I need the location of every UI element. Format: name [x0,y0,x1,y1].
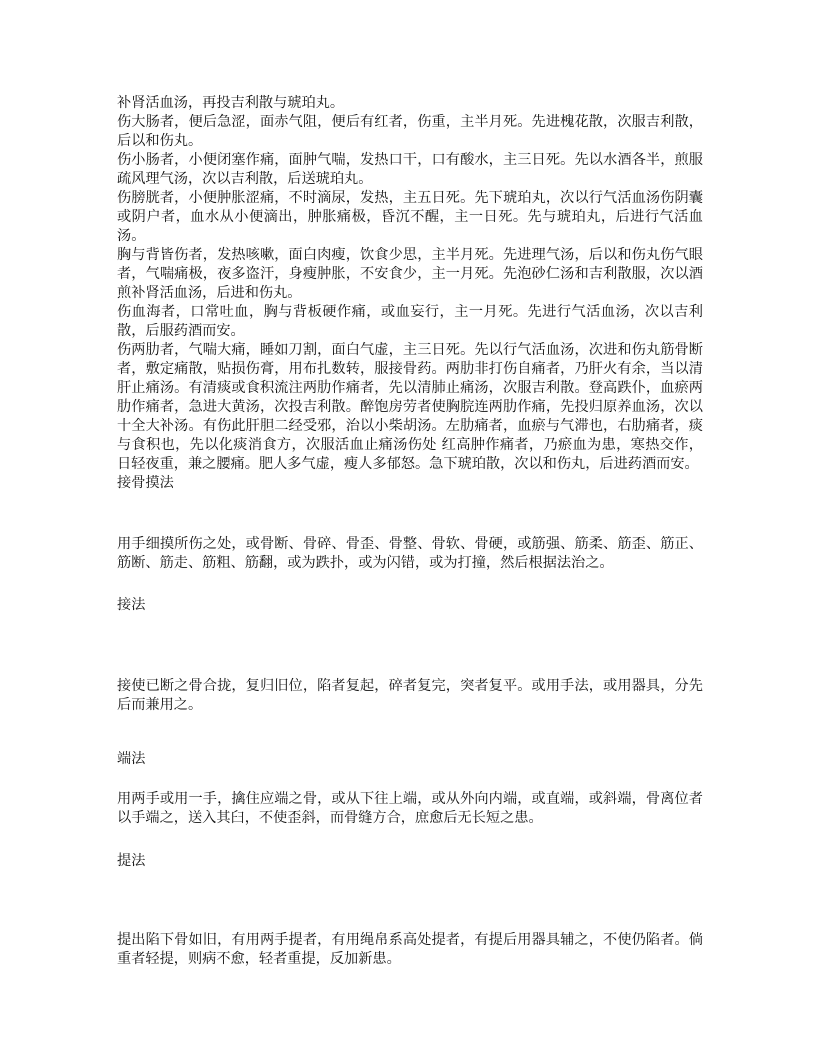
heading-bone-palpation: 接骨摸法 [117,475,174,491]
section-heading [117,596,703,615]
heading-holding: 端法 [117,751,146,767]
paragraph: 补肾活血汤，再投吉利散与琥珀丸。 [117,95,345,111]
intro-text-block [117,94,703,474]
paragraph: 用手细摸所伤之处，或骨断、骨碎、骨歪、骨整、骨软、骨硬，或筋强、筋柔、筋歪、筋正、筋断、筋走、筋粗、筋翻，或为跌扑，或为闪错，或为打撞，然后根据法治之。 [117,536,703,571]
heading-joining: 接法 [117,597,146,613]
paragraph: 伤两肋者，气喘大痛，睡如刀割，面白气虚，主三日死。先以行气活血汤，次进和伤丸筋骨断者，敷定痛散，贴损伤膏，用布扎数转，服接骨药。两肋非打伤自痛者，乃肝火有余，当以清肝止痛汤。有清痰或食积流注两肋作痛者，先以清肺止痛汤，次服吉利散。登高跌仆，血瘀两肋作痛者，急进大黄汤，次投吉利散。醉饱房劳者使胸脘连两肋作痛，先投归原养血汤，次以十全大补汤。有伤此肝胆二经受邪，治以小柴胡汤。左肋痛者，血瘀与气滞也，右肋痛者，痰与食积也，先以化痰消食方，次服活血止痛汤伤处 红高肿作痛者，乃瘀血为患，寒热交作，日轻夜重，兼之腰痛。肥人多气虚，瘦人多郁怒。急下琥珀散，次以和伤丸，后进药酒而安。 [117,342,703,472]
section-body [117,931,703,969]
paragraph: 伤大肠者，便后急涩，面赤气阻，便后有红者，伤重，主半月死。先进槐花散，次服吉利散，后以和伤丸。 [117,114,703,149]
section-heading [117,750,703,769]
paragraph: 提出陷下骨如旧，有用两手提者，有用绳帛系高处提者，有提后用器具辅之，不使仍陷者。倘重者轻提，则病不愈，轻者重提，反加新患。 [117,932,703,967]
section-body [117,677,703,715]
paragraph: 用两手或用一手，擒住应端之骨，或从下往上端，或从外向内端，或直端，或斜端，骨离位者以手端之，送入其臼，不使歪斜，而骨缝方合，庶愈后无长短之患。 [117,791,703,826]
section-body [117,790,703,828]
section-heading [117,474,703,493]
paragraph: 胸与背皆伤者，发热咳嗽，面白肉瘦，饮食少思，主半月死。先进理气汤，后以和伤丸伤气眼者，气喘痛极，夜多盗汗，身瘦肿胀，不安食少，主一月死。先泡砂仁汤和吉利散服，次以酒煎补肾活血汤，后进和伤丸。 [117,247,703,301]
paragraph: 伤血海者，口常吐血，胸与背板硬作痛，或血妄行，主一月死。先进行气活血汤，次以吉利散，后服药酒而安。 [117,304,703,339]
section-body [117,535,703,573]
heading-lifting: 提法 [117,853,146,869]
paragraph: 伤膀胱者，小便肿胀涩痛，不时滴尿，发热，主五日死。先下琥珀丸，次以行气活血汤伤阴囊或阴户者，血水从小便滴出，肿胀痛极，昏沉不醒，主一日死。先与琥珀丸，后进行气活血汤。 [117,190,703,244]
section-heading [117,852,703,871]
paragraph: 伤小肠者，小便闭塞作痛，面肿气喘，发热口干，口有酸水，主三日死。先以水酒各半，煎服疏风理气汤，次以吉利散，后送琥珀丸。 [117,152,703,187]
paragraph: 接使已断之骨合拢，复归旧位，陷者复起，碎者复完，突者复平。或用手法，或用器具，分先后而兼用之。 [117,678,703,713]
